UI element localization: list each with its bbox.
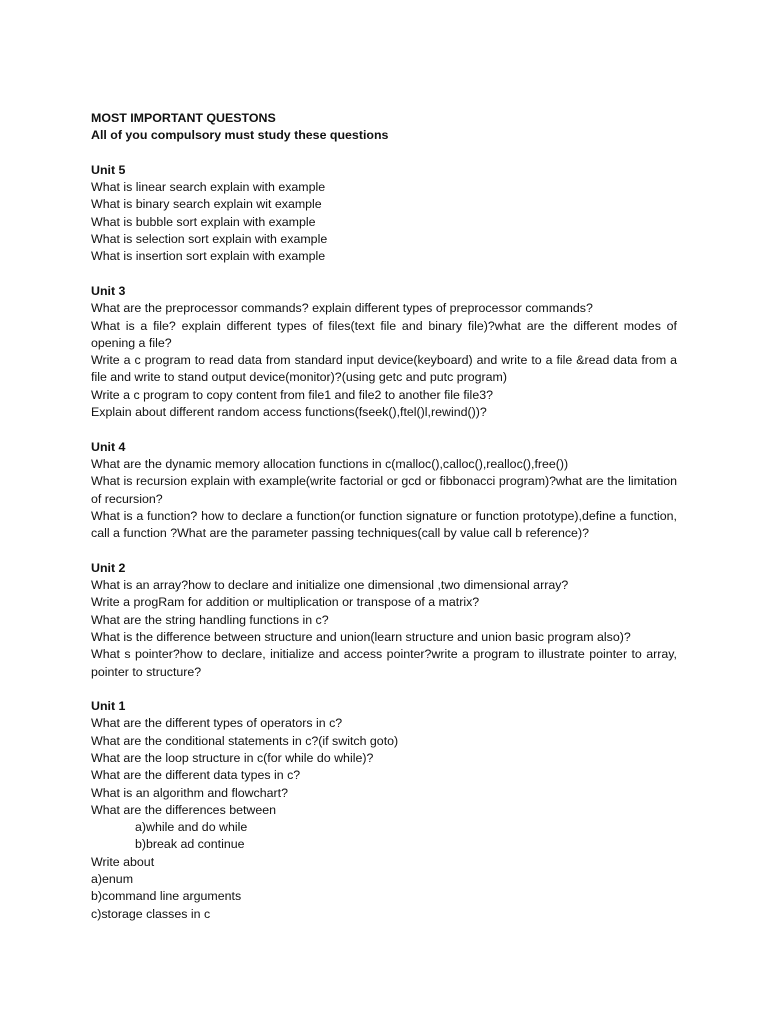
- question-item: What is recursion explain with example(write factorial or gcd or fibbonacci program)?what are the limitation of recursion?: [91, 474, 677, 506]
- unit3-heading: Unit 3: [91, 283, 126, 298]
- question-item: What is selection sort explain with example: [91, 232, 328, 247]
- sub-item: b)break ad continue: [135, 837, 245, 852]
- question-item: What is a function? how to declare a function(or function signature or function prototype),define a function, call a function ?What are the parameter passing techniques(call by value call b reference)?: [91, 508, 677, 541]
- write-about-item: a)enum: [91, 872, 134, 887]
- document-body: [91, 110, 677, 923]
- write-about-item: c)storage classes in c: [91, 906, 211, 921]
- question-item: What s pointer?how to declare, initialize and access pointer?write a program to illustrate pointer to array, pointer to structure?: [91, 647, 677, 679]
- question-item: What is a file? explain different types of files(text file and binary file)?what are the different modes of opening a file?: [91, 318, 677, 350]
- question-item: What are the preprocessor commands? explain different types of preprocessor commands?: [91, 301, 593, 316]
- question-item: What is insertion sort explain with example: [91, 249, 326, 264]
- question-item: What is the difference between structure and union(learn structure and union basic program also)?: [91, 629, 631, 644]
- question-item: What is an array?how to declare and initialize one dimensional ,two dimensional array?: [91, 578, 569, 593]
- question-item: What is an algorithm and flowchart?: [91, 785, 288, 800]
- document-subtitle: All of you compulsory must study these questions: [91, 128, 389, 143]
- question-item: What is binary search explain wit example: [91, 197, 322, 212]
- document-title: MOST IMPORTANT QUESTONS: [91, 111, 276, 125]
- question-item: What is linear search explain with example: [91, 180, 326, 195]
- unit2-heading: Unit 2: [91, 560, 126, 575]
- unit1-heading: Unit 1: [91, 699, 126, 714]
- question-item: What are the dynamic memory allocation functions in c(malloc(),calloc(),realloc(),free()): [91, 456, 569, 471]
- question-item: Explain about different random access functions(fseek(),ftel()l,rewind())?: [91, 405, 487, 420]
- question-item: What are the different types of operators in c?: [91, 716, 343, 731]
- question-item: Write a progRam for addition or multiplication or transpose of a matrix?: [91, 595, 480, 610]
- question-item: What are the string handling functions in c?: [91, 612, 329, 627]
- question-item: What are the different data types in c?: [91, 768, 301, 783]
- question-item: What is bubble sort explain with example: [91, 214, 316, 229]
- write-about-label: Write about: [91, 854, 155, 869]
- unit4-heading: Unit 4: [91, 439, 126, 454]
- unit5-heading: Unit 5: [91, 162, 126, 177]
- question-item: What are the loop structure in c(for while do while)?: [91, 750, 374, 765]
- sub-item: a)while and do while: [135, 820, 248, 835]
- question-item: What are the differences between: [91, 802, 277, 817]
- write-about-item: b)command line arguments: [91, 889, 242, 904]
- question-item: Write a c program to read data from standard input device(keyboard) and write to a file &read data from a file and write to stand output device(monitor)?(using getc and putc program): [91, 353, 677, 385]
- question-item: What are the conditional statements in c?(if switch goto): [91, 733, 399, 748]
- question-item: Write a c program to copy content from file1 and file2 to another file file3?: [91, 387, 493, 402]
